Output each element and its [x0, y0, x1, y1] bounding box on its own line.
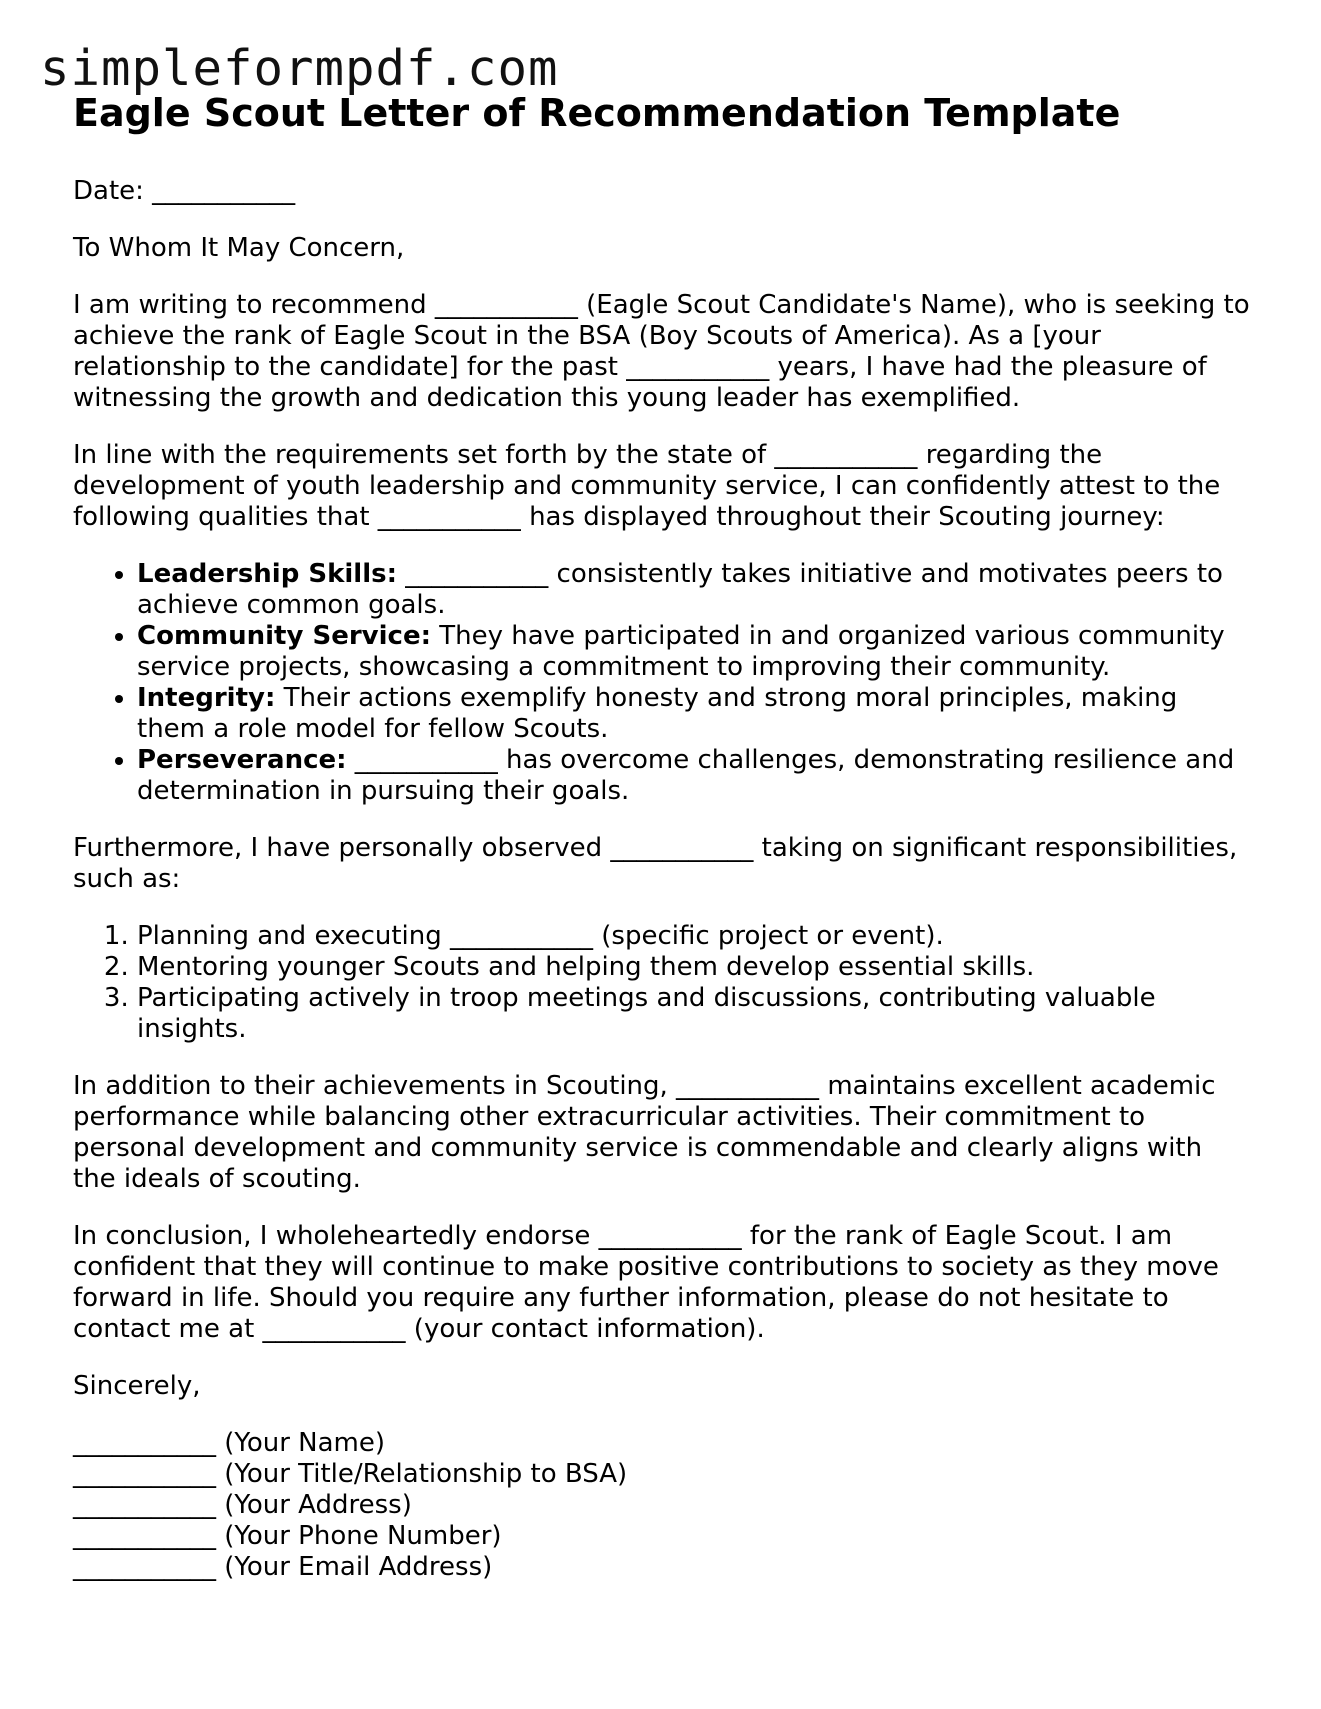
conclusion-paragraph: In conclusion, I wholeheartedly endorse ___________ for the rank of Eagle Scout. I am confident that they will continue to make positive contributions to society as they move forward in life. Should you require any further information, please do not hesitate to contact me at ___________ (your contact information).	[73, 1221, 1219, 1344]
letter-document	[73, 90, 1253, 1583]
list-item	[137, 745, 1253, 807]
list-item	[137, 559, 1253, 621]
signature-email-line: ___________ (Your Email Address)	[73, 1552, 493, 1582]
quality-label: Leadership Skills:	[137, 559, 397, 589]
intro-paragraph: I am writing to recommend ___________ (Eagle Scout Candidate's Name), who is seeking to achieve the rank of Eagle Scout in the BSA (Boy Scouts of America). As a [your relationship to the candidate] for the past ___________ years, I have had the pleasure of witnessing the growth and dedication this young leader has exemplified.	[73, 290, 1250, 413]
list-item: 2. Mentoring younger Scouts and helping them develop essential skills.	[137, 952, 1253, 983]
signature-phone-line: ___________ (Your Phone Number)	[73, 1521, 502, 1551]
signature-title-line: ___________ (Your Title/Relationship to BSA)	[73, 1459, 628, 1489]
list-item: 3. Participating actively in troop meetings and discussions, contributing valuable insights.	[137, 983, 1253, 1045]
quality-text: ___________ has overcome challenges, demonstrating resilience and determination in pursuing their goals.	[137, 745, 1235, 806]
list-item: 1. Planning and executing ___________ (specific project or event).	[137, 921, 1253, 952]
observations-paragraph: Furthermore, I have personally observed ___________ taking on significant responsibilities, such as:	[73, 833, 1238, 894]
list-item	[137, 683, 1253, 745]
quality-label: Integrity:	[137, 683, 276, 713]
responsibilities-list	[73, 921, 1253, 1045]
site-watermark: simpleformpdf.com	[40, 40, 559, 97]
salutation: To Whom It May Concern,	[73, 233, 405, 263]
signature-block	[73, 1428, 1253, 1583]
list-item	[137, 621, 1253, 683]
qualities-list	[73, 559, 1253, 807]
closing: Sincerely,	[73, 1371, 201, 1401]
quality-label: Community Service:	[137, 621, 431, 651]
signature-name-line: ___________ (Your Name)	[73, 1428, 386, 1458]
quality-text: They have participated in and organized various community service projects, showcasing a commitment to improving their community.	[137, 621, 1225, 682]
document-title: Eagle Scout Letter of Recommendation Template	[73, 91, 1121, 135]
requirements-paragraph: In line with the requirements set forth by the state of ___________ regarding the development of youth leadership and community service, I can confidently attest to the following qualities that ___________ has displayed throughout their Scouting journey:	[73, 440, 1221, 532]
academics-paragraph: In addition to their achievements in Scouting, ___________ maintains excellent academic performance while balancing other extracurricular activities. Their commitment to personal development and community service is commendable and clearly aligns with the ideals of scouting.	[73, 1071, 1216, 1194]
date-line: Date: ___________	[73, 176, 296, 206]
quality-label: Perseverance:	[137, 745, 347, 775]
quality-text: ___________ consistently takes initiative and motivates peers to achieve common goals.	[137, 559, 1223, 620]
quality-text: Their actions exemplify honesty and strong moral principles, making them a role model for fellow Scouts.	[137, 683, 1178, 744]
signature-address-line: ___________ (Your Address)	[73, 1490, 412, 1520]
